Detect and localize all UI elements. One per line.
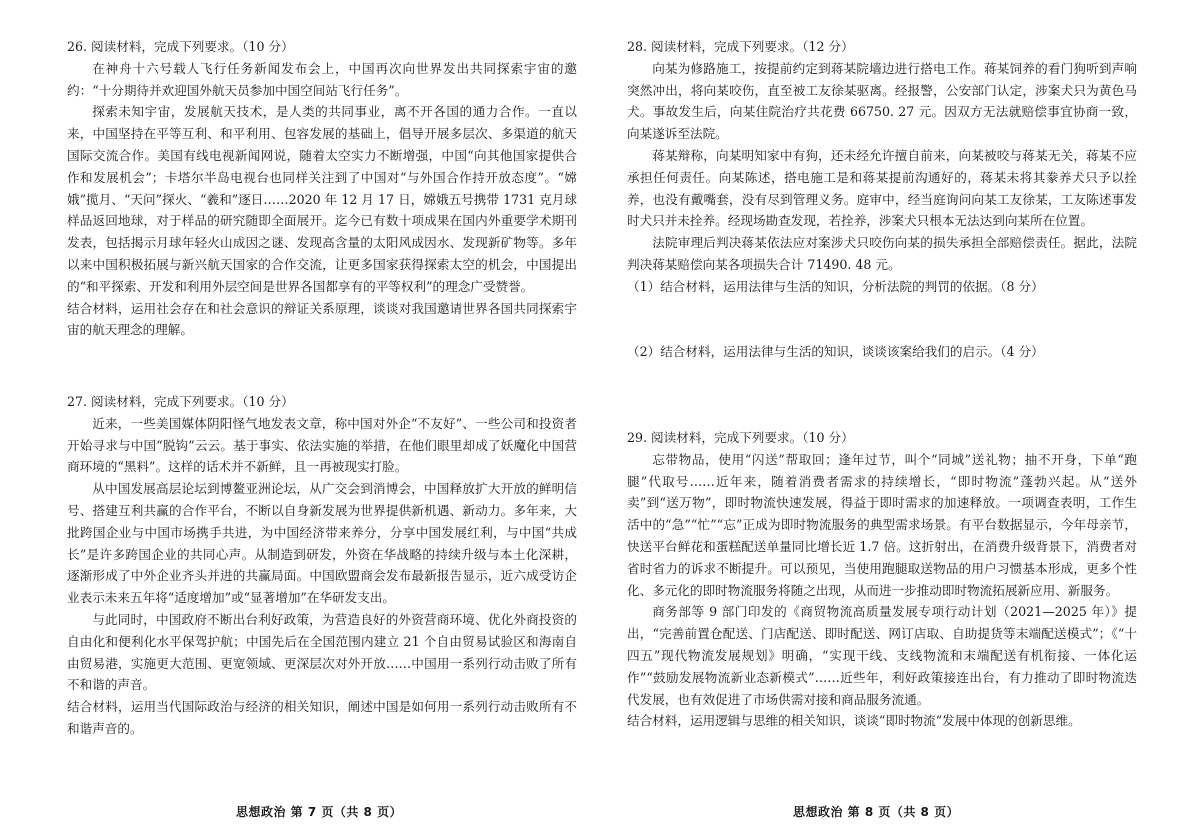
question-29-paragraph: 商务部等 9 部门印发的《商贸物流高质量发展专项行动计划（2021—2025 年）》提出，“完善前置仓配送、门店配送、即时配送、网订店取、自助提货等末端配送模式”；《“十四五”现代物流发展规划》明确，“实现干线、支线物流和末端配送有机衔接、一体化运作”“鼓励发展物流新业态新模式”……近些年，利好政策接连出台，有力推动了即时物流迭代发展，也有效促进了市场供需对接和商品服务流通。 [627, 604, 1137, 707]
question-28-part-2 [627, 341, 1137, 363]
question-28-subquestion-1: （1）结合材料，运用法律与生活的知识，分析法院的判罚的依据。（8 分） [627, 278, 1044, 294]
question-28-heading: 28. 阅读材料，完成下列要求。（12 分） [627, 39, 854, 54]
question-29-task: 结合材料，运用逻辑与思维的相关知识，谈谈“即时物流”发展中体现的创新思维。 [627, 713, 1081, 729]
question-28-subquestion-2: （2）结合材料，运用法律与生活的知识，谈谈该案给我们的启示。（4 分） [627, 344, 1044, 359]
question-27-paragraph: 从中国发展高层论坛到博鳌亚洲论坛，从广交会到消博会，中国释放扩大开放的鲜明信号、搭建互利共赢的合作平台，不断以自身新发展为世界提供新机遇、新动力。多年来，大批跨国企业与中国市场携手共进，为中国经济带来养分，分享中国发展红利，与中国“共成长”是许多跨国企业的共同心声。从制造到研发，外资在华战略的持续升级与本土化深耕，逐渐形成了中外企业齐头并进的共赢局面。中国欧盟商会发布最新报告显示，近六成受访企业表示未来五年将“适度增加”或“显著增加”在华研发支出。 [67, 481, 577, 606]
question-28-paragraph: 向某为修路施工，按提前约定到蒋某院墙边进行搭电工作。蒋某饲养的看门狗听到声响突然冲出，将向某咬伤，直至被工友徐某驱离。经报警，公安部门认定，涉案犬只为黄色马犬。事故发生后，向某住院治疗共花费 66750. 27 元。因双方无法就赔偿事宜协商一致，向某遂诉至法院。 [627, 60, 1137, 142]
question-27-paragraph: 近来，一些美国媒体阴阳怪气地发表文章，称中国对外企“不友好”、一些公司和投资者开始寻求与中国“脱钩”云云。基于事实、依法实施的举措，在他们眼里却成了妖魔化中国营商环境的“黑料”。这样的话术并不新鲜，且一再被现实打脸。 [67, 415, 577, 475]
left-page-footer: 思想政治 第 7 页（共 8 页） [236, 805, 403, 819]
question-27-paragraph: 与此同时，中国政府不断出台利好政策，为营造良好的外资营商环境、优化外商投资的自由化和便利化水平保驾护航；中国先后在全国范围内建立 21 个自由贸易试验区和海南自由贸易港，实施更大范围、更宽领域、更深层次对外开放……中国用一系列行动击败了所有不和谐的声音。 [67, 611, 577, 693]
question-28 [627, 36, 1137, 298]
question-26-heading: 26. 阅读材料，完成下列要求。（10 分） [67, 39, 294, 54]
question-26-paragraph: 在神舟十六号载人飞行任务新闻发布会上，中国再次向世界发出共同探索宇宙的邀约：“十分期待并欢迎国外航天员参加中国空间站飞行任务”。 [67, 60, 577, 98]
question-27-heading: 27. 阅读材料，完成下列要求。（10 分） [67, 394, 294, 409]
question-26 [67, 36, 577, 341]
right-page-footer: 思想政治 第 8 页（共 8 页） [793, 805, 960, 819]
question-28-paragraph: 蒋某辩称，向某明知家中有狗，还未经允许擅自前来，向某被咬与蒋某无关，蒋某不应承担任何责任。向某陈述，搭电施工是和蒋某提前沟通好的，蒋某未将其豢养犬只予以拴养，也没有戴嘴套，没有尽到管理义务。庭审中，经当庭询问向某工友徐某，工友陈述事发时犬只并未拴养。经现场勘查发现，若拴养，涉案犬只根本无法达到向某所在位置。 [627, 147, 1137, 229]
question-26-task: 结合材料，运用社会存在和社会意识的辩证关系原理，谈谈对我国邀请世界各国共同探索宇宙的航天理念的理解。 [67, 300, 577, 338]
question-27 [67, 391, 577, 740]
question-29-paragraph: 忘带物品，使用“闪送”帮取回；逢年过节，叫个“同城”送礼物；抽不开身，下单“跑腿”代取号……近年来，随着消费者需求的持续增长，“即时物流”蓬勃兴起。从“送外卖”到“送万物”，即时物流快速发展，得益于即时需求的加速释放。一项调查表明，工作生活中的“急”“忙”“忘”正成为即时物流服务的典型需求场景。有平台数据显示，今年母亲节，快送平台鲜花和蛋糕配送单量同比增长近 1.7 倍。这折射出，在消费升级背景下，消费者对省时省力的诉求不断提升。可以预见，当使用跑腿取送物品的用户习惯基本形成，更多个性化、多元化的即时物流服务将随之出现，从而进一步推动即时物流拓展新应用、新服务。 [627, 451, 1137, 598]
question-29 [627, 427, 1137, 732]
question-26-paragraph: 探索未知宇宙，发展航天技术，是人类的共同事业，离不开各国的通力合作。一直以来，中国坚持在平等互利、和平利用、包容发展的基础上，倡导开展多层次、多渠道的航天国际交流合作。美国有线电视新闻网说，随着太空实力不断增强，中国“向其他国家提供合作和发展机会”；卡塔尔半岛电视台也同样关注到了中国对“与外国合作持开放态度”。“嫦娥”揽月、“天问”探火、“羲和”逐日……2020 年 12 月 17 日，嫦娥五号携带 1731 克月球样品返回地球，对于样品的研究随即全面展开。迄今已有数十项成果在国内外重要学术期刊发表，包括揭示月球年轻火山成因之谜、发现高含量的太阳风成因水、发现新矿物等。多年以来中国积极拓展与新兴航天国家的合作交流，让更多国家获得探索太空的机会，中国提出的“和平探索、开发和利用外层空间是世界各国都享有的平等权利”的理念广受赞誉。 [67, 104, 577, 294]
question-29-heading: 29. 阅读材料，完成下列要求。（10 分） [627, 430, 854, 445]
question-28-paragraph: 法院审理后判决蒋某依法应对案涉犬只咬伤向某的损失承担全部赔偿责任。据此，法院判决蒋某赔偿向某各项损失合计 71490. 48 元。 [627, 235, 1137, 272]
question-27-task: 结合材料，运用当代国际政治与经济的相关知识，阐述中国是如何用一系列行动击败所有不和谐声音的。 [67, 699, 577, 736]
